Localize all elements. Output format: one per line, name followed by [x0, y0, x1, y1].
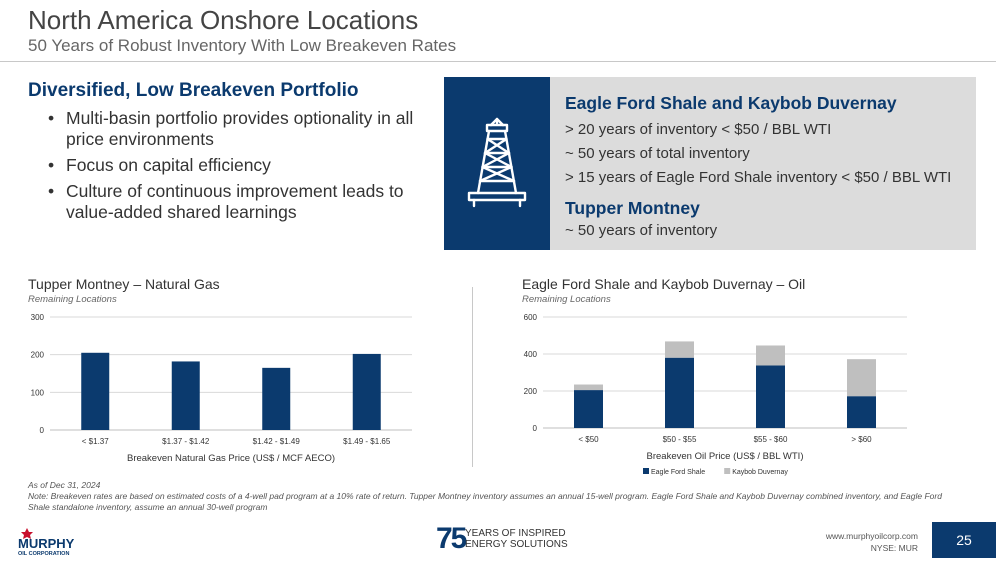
- bar: [172, 361, 200, 430]
- page-subtitle: 50 Years of Robust Inventory With Low Breakeven Rates: [28, 36, 457, 55]
- anniversary-text: [465, 528, 568, 550]
- bullet-item: • Culture of continuous improvement leads to value-added shared learnings: [48, 181, 428, 223]
- legend-label: Kaybob Duvernay: [732, 469, 788, 476]
- panel-heading-tupper: Tupper Montney: [565, 198, 700, 218]
- x-tick-label: $55 - $60: [753, 435, 788, 444]
- panel-heading-eagle-ford: Eagle Ford Shale and Kaybob Duvernay: [565, 93, 897, 113]
- x-tick-label: $1.49 - $1.65: [343, 437, 391, 446]
- bar: [756, 365, 785, 428]
- chart-title-oil: Eagle Ford Shale and Kaybob Duvernay – Oil: [522, 276, 806, 292]
- x-tick-label: < $1.37: [81, 437, 109, 446]
- x-tick-label: < $50: [578, 435, 599, 444]
- anniversary-line: YEARS OF INSPIRED: [465, 528, 566, 539]
- x-axis-label: Breakeven Natural Gas Price (US$ / MCF AECO): [126, 453, 336, 464]
- bar: [756, 345, 785, 365]
- chart-subtitle-gas: Remaining Locations: [28, 294, 117, 305]
- header-rule: [0, 61, 996, 62]
- y-tick-label: 0: [39, 426, 44, 435]
- chart-divider: [472, 287, 473, 467]
- bar: [847, 396, 876, 428]
- x-tick-label: $50 - $55: [662, 435, 697, 444]
- y-tick-label: 100: [30, 388, 44, 398]
- bar: [353, 354, 381, 430]
- panel-line: ~ 50 years of inventory: [565, 222, 718, 239]
- bullet-item: • Multi-basin portfolio provides optionality in all price environments: [48, 108, 428, 150]
- portfolio-bullets: [48, 108, 428, 228]
- panel-line: ~ 50 years of total inventory: [565, 145, 750, 162]
- y-tick-label: 200: [30, 350, 44, 360]
- footer-contact: [780, 530, 918, 554]
- x-tick-label: $1.37 - $1.42: [162, 437, 210, 446]
- ticker: NYSE: MUR: [870, 543, 918, 553]
- bar: [665, 341, 694, 357]
- murphy-logo: [18, 528, 88, 561]
- y-tick-label: 400: [523, 350, 537, 359]
- bar: [847, 359, 876, 396]
- footnotes: [28, 480, 958, 513]
- y-tick-label: 0: [532, 424, 537, 433]
- note-text: Note: Breakeven rates are based on estimated costs of a 4-well pad program at a 10% rate of return. Tupper Montney inventory assumes an annual 15-well program. Eagle Ford Shale and Kaybob Duvernay combined inventory, and Eagle Ford Shale standalone inventory, assume an annual 30-well program: [28, 491, 942, 512]
- page-number: 25: [932, 522, 996, 558]
- legend-swatch: [643, 468, 649, 474]
- chart-subtitle-oil: Remaining Locations: [522, 294, 611, 305]
- oil-derrick-icon: [444, 77, 550, 250]
- chart-title-gas: Tupper Montney – Natural Gas: [28, 276, 220, 292]
- legend-label: Eagle Ford Shale: [651, 469, 706, 476]
- bullet-item: • Focus on capital efficiency: [48, 155, 428, 176]
- y-tick-label: 200: [523, 387, 537, 396]
- oil-bar-chart: [475, 300, 955, 480]
- legend-swatch: [724, 468, 730, 474]
- x-tick-label: > $60: [851, 435, 872, 444]
- panel-line: > 20 years of inventory < $50 / BBL WTI: [565, 121, 832, 138]
- bar: [81, 353, 109, 430]
- inventory-panel: [550, 77, 976, 250]
- as-of-date: As of Dec 31, 2024: [28, 480, 101, 490]
- x-tick-label: $1.42 - $1.49: [252, 437, 300, 446]
- panel-line: > 15 years of Eagle Ford Shale inventory < $50 / BBL WTI: [565, 169, 952, 186]
- x-axis-label: Breakeven Oil Price (US$ / BBL WTI): [646, 451, 804, 462]
- bar: [262, 368, 290, 430]
- y-tick-label: 300: [30, 313, 44, 322]
- website-link[interactable]: www.murphyoilcorp.com: [825, 531, 918, 541]
- logo-name: MURPHY: [18, 536, 75, 551]
- gas-bar-chart: [0, 300, 470, 470]
- anniversary-number: 75: [436, 522, 466, 555]
- logo-sub: OIL CORPORATION: [18, 551, 70, 556]
- bar: [574, 385, 603, 391]
- page-title: North America Onshore Locations: [28, 5, 419, 35]
- panel-icon-box: [444, 77, 550, 250]
- murphy-logo-mark: [18, 528, 88, 556]
- bar: [574, 390, 603, 428]
- bar: [665, 358, 694, 428]
- anniversary-line: ENERGY SOLUTIONS: [465, 539, 568, 550]
- portfolio-heading: Diversified, Low Breakeven Portfolio: [28, 80, 359, 101]
- y-tick-label: 600: [523, 313, 537, 322]
